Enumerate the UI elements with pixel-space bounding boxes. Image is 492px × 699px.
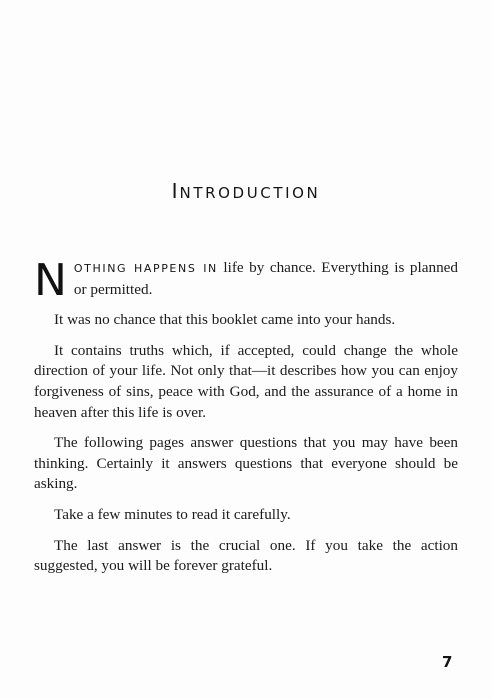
body-text: [34, 255, 458, 587]
paragraph-1: It was no chance that this booklet came into your hands.: [54, 311, 396, 329]
paragraph-4: Take a few minutes to read it carefully.: [54, 505, 291, 523]
paragraph-5: The last answer is the crucial one. If you take the action suggested, you will be forever grateful.: [34, 536, 458, 575]
paragraph-3: The following pages answer questions that you may have been thinking. Certainly it answers questions that everyone should be asking.: [34, 434, 458, 493]
drop-cap: N: [34, 255, 67, 306]
paragraph-2: It contains truths which, if accepted, could change the whole direction of your life. Not only that—it describes how you can enjoy forgiveness of sins, peace with God, and the assurance of a home in heaven after this life is over.: [34, 341, 458, 421]
lead-in-caps: OTHING HAPPENS IN: [73, 262, 218, 275]
opening-text: life by chance. Everything is planned or permitted.: [73, 259, 458, 298]
heading-initial: I: [171, 179, 180, 203]
page-number: 7: [442, 653, 453, 671]
chapter-heading: [0, 179, 492, 203]
heading-rest: NTRODUCTION: [179, 184, 321, 202]
opening-paragraph: [34, 255, 458, 306]
